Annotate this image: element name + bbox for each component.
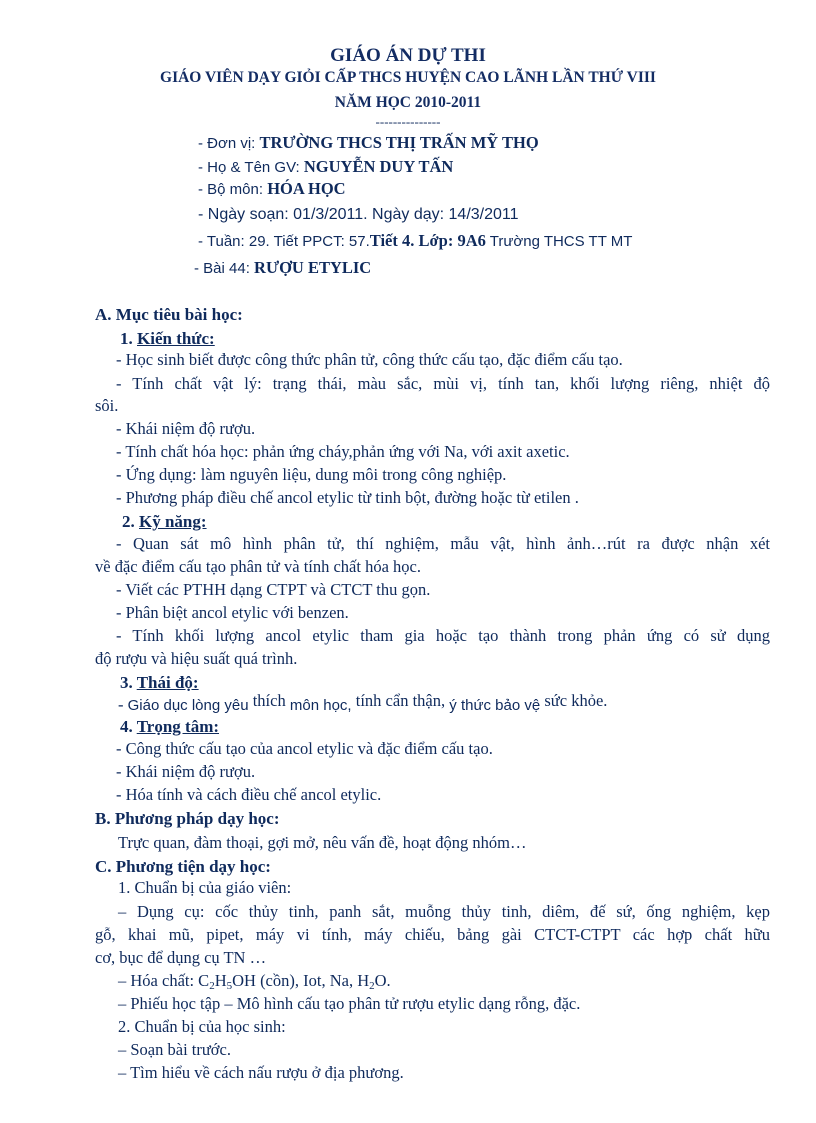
focus-item: - Công thức cấu tạo của ancol etylic và đặc điểm cấu tạo. <box>116 739 493 758</box>
attitude-title: Thái độ: <box>136 673 199 692</box>
subject-value: HÓA HỌC <box>267 179 346 198</box>
skills-item: về đặc điểm cấu tạo phân tử và tính chất hóa học. <box>95 557 421 576</box>
knowledge-item: - Tính chất vật lý: trạng thái, màu sắc, mùi vị, tính tan, khối lượng riêng, nhiệt độ <box>116 374 770 393</box>
section-b-title: B. Phương pháp dạy học: <box>95 809 280 828</box>
lesson-label: - Bài 44: <box>194 260 255 277</box>
unit-label: - Đơn vị: <box>198 135 260 152</box>
teacher-value: NGUYỄN DUY TẤN <box>303 157 454 176</box>
methods-text: Trực quan, đàm thoại, gợi mở, nêu vấn đề, hoạt động nhóm… <box>118 833 527 852</box>
chem-label: – Hóa chất: C <box>118 971 210 990</box>
skills-number: 2. <box>122 512 139 531</box>
tools-line: – Dụng cụ: cốc thủy tinh, panh sắt, muỗng thủy tinh, diêm, đế sứ, ống nghiệm, kẹp <box>118 902 770 921</box>
attitude-part: tính cẩn thận, <box>355 691 446 710</box>
section-c-title: C. Phương tiện dạy học: <box>95 857 271 876</box>
tools-line: gỗ, khai mũ, pipet, máy vi tính, máy chiếu, bảng gài CTCT-CTPT các hợp chất hữu <box>95 925 770 944</box>
attitude-part: thích <box>252 691 286 710</box>
section-a-title: A. Mục tiêu bài học: <box>95 305 243 324</box>
info-unit <box>198 135 539 152</box>
skills-heading <box>122 513 207 530</box>
student-prep-item: – Soạn bài trước. <box>118 1040 231 1059</box>
skills-item: - Phân biệt ancol etylic với benzen. <box>116 603 349 622</box>
info-lesson <box>194 260 371 277</box>
worksheet-line: – Phiếu học tập – Mô hình cấu tạo phân tử rượu etylic dạng rỗng, đặc. <box>118 994 581 1013</box>
attitude-dash: - <box>118 695 128 714</box>
skills-item: - Viết các PTHH dạng CTPT và CTCT thu gọn. <box>116 580 431 599</box>
attitude-number: 3. <box>120 673 137 692</box>
info-dates: - Ngày soạn: 01/3/2011. Ngày dạy: 14/3/2011 <box>198 206 519 223</box>
attitude-text <box>118 691 608 714</box>
week-school: Trường THCS TT MT <box>485 233 633 250</box>
attitude-heading <box>120 674 199 691</box>
info-subject <box>198 181 346 198</box>
chem-text: O. <box>374 971 391 990</box>
skills-item: - Tính khối lượng ancol etylic tham gia hoặc tạo thành trong phản ứng có sử dụng <box>116 626 770 645</box>
week-prefix: - Tuần: 29. Tiết PPCT: 57. <box>198 233 370 250</box>
knowledge-item: - Khái niệm độ rượu. <box>116 419 256 438</box>
student-prep-item: – Tìm hiểu về cách nấu rượu ở địa phương. <box>118 1063 404 1082</box>
focus-item: - Khái niệm độ rượu. <box>116 762 256 781</box>
chem-subscript: 2 <box>369 980 375 992</box>
teacher-prep-title: 1. Chuẩn bị của giáo viên: <box>118 878 292 897</box>
focus-heading <box>120 718 219 735</box>
skills-item: - Quan sát mô hình phân tử, thí nghiệm, mẫu vật, hình ảnh…rút ra được nhận xét <box>116 534 770 553</box>
info-teacher <box>198 159 453 176</box>
focus-number: 4. <box>120 717 137 736</box>
chem-text: OH (cồn), Iot, Na, H <box>232 971 370 990</box>
knowledge-item: - Phương pháp điều chế ancol etylic từ tinh bột, đường hoặc từ etilen . <box>116 488 579 507</box>
lesson-value: RƯỢU ETYLIC <box>254 258 372 277</box>
knowledge-item: sôi. <box>95 396 119 415</box>
chem-subscript: 5 <box>226 980 233 992</box>
chem-subscript: 2 <box>209 980 215 992</box>
attitude-part: sức khỏe. <box>544 691 608 710</box>
subject-label: - Bộ môn: <box>198 181 268 198</box>
attitude-part: ý thức bảo vệ <box>445 697 545 714</box>
knowledge-title: Kiến thức: <box>137 329 215 348</box>
knowledge-item: - Tính chất hóa học: phản ứng cháy,phản ứng với Na, với axit axetic. <box>116 442 570 461</box>
week-period: Tiết 4. Lớp: 9A6 <box>369 231 486 250</box>
knowledge-item: - Ứng dụng: làm nguyên liệu, dung môi trong công nghiệp. <box>116 465 507 484</box>
document-subtitle: GIÁO VIÊN DẠY GIỎI CẤP THCS HUYỆN CAO LÃNH LẦN THỨ VIII <box>160 69 656 86</box>
attitude-part: Giáo dục lòng yêu <box>127 697 253 714</box>
teacher-label: - Họ & Tên GV: <box>198 159 304 176</box>
unit-value: TRƯỜNG THCS THỊ TRẤN MỸ THỌ <box>259 133 539 152</box>
skills-item: độ rượu và hiệu suất quá trình. <box>95 649 298 668</box>
info-week <box>198 233 632 250</box>
focus-title: Trọng tâm: <box>136 717 220 736</box>
student-prep-title: 2. Chuẩn bị của học sinh: <box>118 1017 286 1036</box>
knowledge-heading <box>120 330 215 347</box>
focus-item: - Hóa tính và cách điều chế ancol etylic. <box>116 785 382 804</box>
knowledge-item: - Học sinh biết được công thức phân tử, công thức cấu tạo, đặc điểm cấu tạo. <box>116 350 623 369</box>
header-divider: --------------- <box>375 114 441 129</box>
school-year: NĂM HỌC 2010-2011 <box>334 94 482 111</box>
knowledge-number: 1. <box>120 329 137 348</box>
document-title: GIÁO ÁN DỰ THI <box>330 45 486 66</box>
skills-title: Kỹ năng: <box>139 512 207 531</box>
attitude-part: môn học, <box>285 697 356 714</box>
chemicals-line <box>118 973 391 992</box>
tools-line: cơ, bục để dụng cụ TN … <box>95 948 267 967</box>
chem-text: H <box>214 971 227 990</box>
